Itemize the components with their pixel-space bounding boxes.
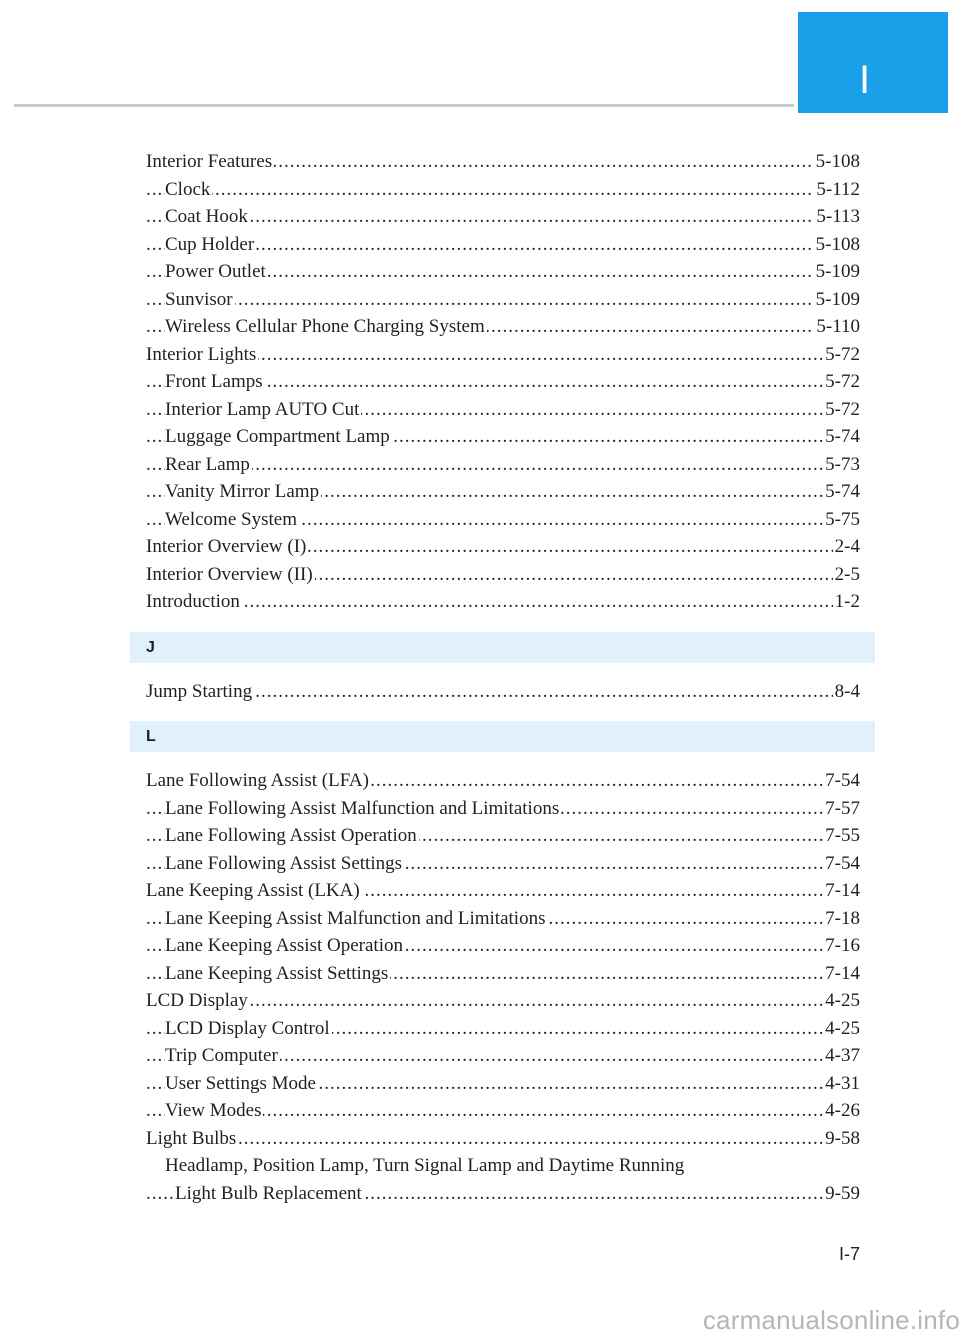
index-entry-page: 4-26 — [823, 1097, 860, 1125]
index-entry — [146, 258, 860, 286]
index-entry-page: 5-109 — [814, 258, 860, 286]
index-entry — [146, 396, 860, 424]
index-entry-page: 5-72 — [823, 368, 860, 396]
index-entry-label: LCD Display — [146, 990, 248, 1011]
index-entry-label: Vanity Mirror Lamp — [165, 481, 320, 502]
index-entry-label: Power Outlet — [165, 261, 266, 282]
index-entry — [146, 506, 860, 534]
index-entry-page: 7-55 — [823, 822, 860, 850]
index-entry-page: 5-109 — [814, 286, 860, 314]
index-entry — [146, 341, 860, 369]
index-entry-page: 7-57 — [823, 795, 860, 823]
watermark: carmanualsonline.info — [702, 1305, 960, 1335]
index-entry-page: 4-25 — [823, 987, 860, 1015]
section-heading-l — [130, 721, 875, 752]
index-entry — [146, 678, 860, 706]
index-entry-label: Lane Following Assist (LFA) — [146, 770, 369, 791]
index-entry-label: Light Bulbs — [146, 1127, 237, 1149]
index-entry — [146, 1042, 860, 1070]
index-entry-page: 8-4 — [833, 678, 860, 706]
index-entry-label: User Settings Mode — [165, 1072, 316, 1094]
index-entry-page: 5-108 — [814, 148, 860, 176]
index-entry — [146, 313, 860, 341]
index-entry-page: 5-72 — [823, 396, 860, 424]
index-entry-page: 7-14 — [823, 877, 860, 905]
index-entry-label: Interior Overview (I) — [146, 536, 307, 557]
index-entry — [146, 451, 860, 479]
index-entry-label: Lane Keeping Assist Settings — [165, 962, 389, 984]
index-entry-label: Lane Following Assist Settings — [165, 852, 402, 874]
index-entry-page: 2-4 — [833, 533, 860, 561]
index-entry-label: Interior Lamp AUTO Cut — [165, 398, 360, 420]
index-entry-label: Cup Holder — [165, 233, 255, 255]
index-entry — [146, 1125, 860, 1153]
index-entry-label: Front Lamps — [165, 371, 263, 392]
index-entry — [146, 850, 860, 878]
index-entry-page: 9-59 — [823, 1180, 860, 1208]
index-entry-label: Lane Following Assist Operation — [165, 825, 417, 846]
index-entry-label: Headlamp, Position Lamp, Turn Signal Lamp and Daytime Running — [165, 1155, 685, 1176]
index-entry — [146, 423, 860, 451]
index-entry — [146, 148, 860, 176]
index-entry-page: 2-5 — [833, 561, 860, 589]
index-entry — [146, 478, 860, 506]
index-entry — [146, 533, 860, 561]
index-entry — [146, 987, 860, 1015]
index-entry-label: Lane Keeping Assist Malfunction and Limitations — [165, 907, 546, 929]
index-entry-label: Rear Lamp — [165, 453, 250, 475]
index-entry — [146, 203, 860, 231]
index-entry-page: 5-75 — [823, 506, 860, 534]
index-entry-page: 4-25 — [823, 1015, 860, 1043]
index-entry — [146, 960, 860, 988]
index-entry-page: 4-37 — [823, 1042, 860, 1070]
index-entry-page: 5-73 — [823, 451, 860, 479]
index-entry — [146, 1097, 860, 1125]
index-entry — [146, 231, 860, 259]
index-entry-label: Introduction — [146, 591, 240, 612]
index-entry-label: Interior Overview (II) — [146, 563, 313, 585]
index-entry-label: Interior Lights — [146, 343, 257, 365]
page-number: I-7 — [838, 1244, 860, 1264]
index-entry-label: Welcome System — [165, 508, 297, 530]
index-entry — [146, 176, 860, 204]
index-entry-page: 4-31 — [823, 1070, 860, 1098]
index-entry — [146, 877, 860, 905]
index-group-i — [146, 148, 860, 616]
index-entry — [146, 588, 860, 616]
index-entry-page: 5-72 — [823, 341, 860, 369]
index-entry-page: 7-54 — [823, 850, 860, 878]
index-entry-label: Trip Computer — [165, 1045, 278, 1066]
index-entry — [146, 561, 860, 589]
index-entry-label: Lane Keeping Assist Operation — [165, 935, 403, 956]
index-entry-page: 5-112 — [814, 176, 860, 204]
index-entry-label: Light Bulb Replacement — [175, 1182, 362, 1204]
index-entry-label: Jump Starting — [146, 680, 253, 702]
index-entry — [146, 822, 860, 850]
index-entry — [146, 795, 860, 823]
index-entry-label: Interior Features — [146, 151, 273, 172]
index-entry-label: Coat Hook — [165, 206, 248, 227]
index-entry — [146, 1180, 860, 1208]
index-entry-label: View Modes — [165, 1100, 262, 1121]
index-list — [146, 148, 860, 1207]
index-entry-page: 1-2 — [833, 588, 860, 616]
index-entry — [146, 905, 860, 933]
index-entry — [146, 286, 860, 314]
section-heading-label: J — [146, 638, 155, 656]
index-entry — [146, 767, 860, 795]
index-entry-page: 5-113 — [814, 203, 860, 231]
section-letter: I — [859, 58, 871, 102]
index-entry-label: LCD Display Control — [165, 1017, 330, 1039]
index-entry — [146, 1152, 860, 1180]
index-group-l — [146, 767, 860, 1207]
header-rule — [14, 104, 794, 107]
index-entry-page: 5-74 — [823, 423, 860, 451]
index-entry — [146, 932, 860, 960]
section-heading-j — [130, 632, 875, 663]
index-entry-page: 5-110 — [814, 313, 860, 341]
index-entry — [146, 1015, 860, 1043]
index-entry-page: 5-108 — [814, 231, 860, 259]
index-entry-page: 9-58 — [823, 1125, 860, 1153]
index-entry — [146, 1070, 860, 1098]
index-entry-page: 7-54 — [823, 767, 860, 795]
index-group-j — [146, 678, 860, 706]
index-entry-page: 7-14 — [823, 960, 860, 988]
index-entry — [146, 368, 860, 396]
index-entry-label: Clock — [165, 178, 211, 200]
index-entry-label: Lane Following Assist Malfunction and Limitations — [165, 797, 560, 819]
section-heading-label: L — [146, 728, 156, 745]
index-entry-page: 7-18 — [823, 905, 860, 933]
section-letter-tab — [798, 12, 948, 113]
index-entry-label: Lane Keeping Assist (LKA) — [146, 880, 360, 901]
index-entry-label: Luggage Compartment Lamp — [165, 426, 390, 447]
index-entry-page: 7-16 — [823, 932, 860, 960]
index-entry-page: 5-74 — [823, 478, 860, 506]
index-entry-label: Sunvisor — [165, 288, 233, 310]
index-entry-label: Wireless Cellular Phone Charging System — [165, 316, 485, 337]
